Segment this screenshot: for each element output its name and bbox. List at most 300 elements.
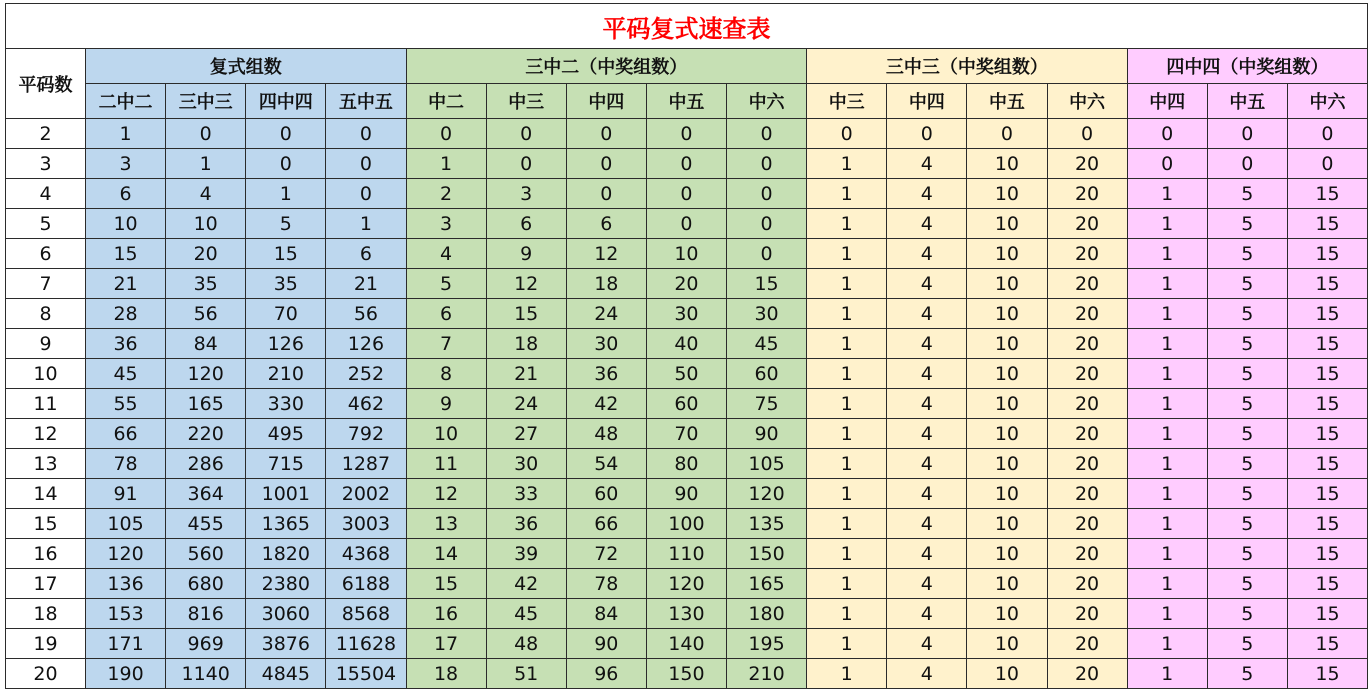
value-cell: 1 [1127, 359, 1207, 389]
value-cell: 126 [246, 329, 326, 359]
value-cell: 45 [727, 329, 807, 359]
column-header: 中五 [1207, 84, 1287, 119]
row-label-cell: 9 [6, 329, 86, 359]
value-cell: 8 [406, 359, 486, 389]
value-cell: 24 [486, 389, 566, 419]
column-header: 中六 [1047, 84, 1127, 119]
value-cell: 1 [807, 239, 887, 269]
value-cell: 0 [807, 119, 887, 149]
value-cell: 15 [1287, 509, 1367, 539]
value-cell: 16 [406, 599, 486, 629]
value-cell: 10 [967, 209, 1047, 239]
value-cell: 100 [646, 509, 726, 539]
table-row [6, 389, 1368, 419]
value-cell: 10 [967, 509, 1047, 539]
value-cell: 5 [1207, 509, 1287, 539]
value-cell: 20 [1047, 419, 1127, 449]
value-cell: 10 [406, 419, 486, 449]
table-row [6, 479, 1368, 509]
value-cell: 1001 [246, 479, 326, 509]
column-header: 中五 [646, 84, 726, 119]
value-cell: 15 [406, 569, 486, 599]
row-label-cell: 4 [6, 179, 86, 209]
value-cell: 20 [1047, 149, 1127, 179]
row-label-cell: 10 [6, 359, 86, 389]
value-cell: 66 [566, 509, 646, 539]
value-cell: 6 [486, 209, 566, 239]
value-cell: 56 [326, 299, 406, 329]
value-cell: 0 [727, 179, 807, 209]
row-label-cell: 14 [6, 479, 86, 509]
value-cell: 816 [166, 599, 246, 629]
value-cell: 15 [486, 299, 566, 329]
value-cell: 15 [1287, 479, 1367, 509]
value-cell: 0 [166, 119, 246, 149]
value-cell: 5 [1207, 479, 1287, 509]
value-cell: 10 [967, 659, 1047, 689]
column-header: 中五 [967, 84, 1047, 119]
value-cell: 1820 [246, 539, 326, 569]
value-cell: 36 [86, 329, 166, 359]
value-cell: 286 [166, 449, 246, 479]
value-cell: 15 [1287, 329, 1367, 359]
value-cell: 4 [887, 479, 967, 509]
value-cell: 0 [1127, 149, 1207, 179]
value-cell: 48 [566, 419, 646, 449]
value-cell: 10 [967, 149, 1047, 179]
value-cell: 165 [166, 389, 246, 419]
value-cell: 1 [807, 389, 887, 419]
value-cell: 80 [646, 449, 726, 479]
value-cell: 0 [727, 119, 807, 149]
value-cell: 4 [887, 389, 967, 419]
value-cell: 1 [807, 629, 887, 659]
value-cell: 10 [967, 449, 1047, 479]
value-cell: 495 [246, 419, 326, 449]
value-cell: 1 [807, 329, 887, 359]
value-cell: 30 [646, 299, 726, 329]
value-cell: 0 [326, 119, 406, 149]
value-cell: 0 [727, 149, 807, 179]
value-cell: 1 [807, 269, 887, 299]
value-cell: 7 [406, 329, 486, 359]
value-cell: 1 [1127, 509, 1207, 539]
value-cell: 5 [1207, 179, 1287, 209]
column-header: 中二 [406, 84, 486, 119]
value-cell: 5 [1207, 629, 1287, 659]
value-cell: 78 [86, 449, 166, 479]
value-cell: 18 [566, 269, 646, 299]
value-cell: 0 [727, 239, 807, 269]
value-cell: 135 [727, 509, 807, 539]
value-cell: 9 [406, 389, 486, 419]
value-cell: 5 [1207, 419, 1287, 449]
value-cell: 1 [406, 149, 486, 179]
table-row [6, 149, 1368, 179]
value-cell: 1 [1127, 209, 1207, 239]
value-cell: 6 [566, 209, 646, 239]
value-cell: 1 [807, 659, 887, 689]
table-row [6, 419, 1368, 449]
value-cell: 60 [646, 389, 726, 419]
value-cell: 4 [887, 569, 967, 599]
value-cell: 15 [1287, 629, 1367, 659]
value-cell: 5 [1207, 329, 1287, 359]
value-cell: 5 [406, 269, 486, 299]
value-cell: 4845 [246, 659, 326, 689]
value-cell: 3003 [326, 509, 406, 539]
group-header: 三中三（中奖组数） [807, 49, 1128, 84]
table-row [6, 329, 1368, 359]
value-cell: 15 [1287, 299, 1367, 329]
column-header: 三中三 [166, 84, 246, 119]
value-cell: 56 [166, 299, 246, 329]
value-cell: 715 [246, 449, 326, 479]
value-cell: 33 [486, 479, 566, 509]
value-cell: 84 [566, 599, 646, 629]
value-cell: 190 [86, 659, 166, 689]
table-row [6, 569, 1368, 599]
value-cell: 10 [166, 209, 246, 239]
value-cell: 1 [1127, 539, 1207, 569]
value-cell: 110 [646, 539, 726, 569]
value-cell: 105 [727, 449, 807, 479]
value-cell: 5 [1207, 539, 1287, 569]
value-cell: 0 [646, 179, 726, 209]
table-row [6, 539, 1368, 569]
value-cell: 15 [1287, 209, 1367, 239]
value-cell: 12 [406, 479, 486, 509]
value-cell: 20 [1047, 509, 1127, 539]
value-cell: 20 [1047, 269, 1127, 299]
value-cell: 42 [566, 389, 646, 419]
row-label-cell: 18 [6, 599, 86, 629]
value-cell: 66 [86, 419, 166, 449]
value-cell: 6 [406, 299, 486, 329]
value-cell: 680 [166, 569, 246, 599]
value-cell: 54 [566, 449, 646, 479]
value-cell: 0 [566, 119, 646, 149]
value-cell: 10 [967, 359, 1047, 389]
value-cell: 5 [1207, 659, 1287, 689]
value-cell: 20 [1047, 389, 1127, 419]
value-cell: 90 [727, 419, 807, 449]
value-cell: 35 [246, 269, 326, 299]
column-header: 四中四 [246, 84, 326, 119]
value-cell: 20 [1047, 449, 1127, 479]
value-cell: 1 [1127, 239, 1207, 269]
value-cell: 10 [967, 539, 1047, 569]
value-cell: 11628 [326, 629, 406, 659]
row-label-cell: 3 [6, 149, 86, 179]
value-cell: 18 [486, 329, 566, 359]
value-cell: 1 [1127, 449, 1207, 479]
table-row [6, 179, 1368, 209]
value-cell: 15 [246, 239, 326, 269]
value-cell: 91 [86, 479, 166, 509]
value-cell: 15 [1287, 269, 1367, 299]
value-cell: 6 [86, 179, 166, 209]
value-cell: 18 [406, 659, 486, 689]
value-cell: 3 [486, 179, 566, 209]
value-cell: 4 [887, 269, 967, 299]
value-cell: 21 [326, 269, 406, 299]
value-cell: 15 [1287, 539, 1367, 569]
value-cell: 1 [807, 509, 887, 539]
value-cell: 0 [326, 149, 406, 179]
value-cell: 6188 [326, 569, 406, 599]
value-cell: 39 [486, 539, 566, 569]
value-cell: 1 [807, 179, 887, 209]
value-cell: 55 [86, 389, 166, 419]
value-cell: 20 [1047, 629, 1127, 659]
row-label-cell: 7 [6, 269, 86, 299]
value-cell: 30 [727, 299, 807, 329]
value-cell: 70 [246, 299, 326, 329]
value-cell: 1 [807, 449, 887, 479]
value-cell: 1 [1127, 479, 1207, 509]
column-header: 中四 [1127, 84, 1207, 119]
value-cell: 15 [1287, 179, 1367, 209]
value-cell: 12 [486, 269, 566, 299]
page-title: 平码复式速查表 [6, 4, 1368, 49]
value-cell: 1 [1127, 629, 1207, 659]
row-label-cell: 17 [6, 569, 86, 599]
value-cell: 4 [887, 509, 967, 539]
value-cell: 2380 [246, 569, 326, 599]
value-cell: 90 [566, 629, 646, 659]
value-cell: 0 [1127, 119, 1207, 149]
value-cell: 10 [967, 629, 1047, 659]
column-header: 二中二 [86, 84, 166, 119]
column-header: 中三 [807, 84, 887, 119]
value-cell: 105 [86, 509, 166, 539]
value-cell: 15 [1287, 569, 1367, 599]
row-label-cell: 11 [6, 389, 86, 419]
group-header: 复式组数 [86, 49, 407, 84]
value-cell: 0 [887, 119, 967, 149]
value-cell: 4 [406, 239, 486, 269]
value-cell: 15 [1287, 419, 1367, 449]
value-cell: 1 [807, 539, 887, 569]
value-cell: 0 [486, 119, 566, 149]
value-cell: 180 [727, 599, 807, 629]
value-cell: 10 [967, 419, 1047, 449]
value-cell: 10 [646, 239, 726, 269]
value-cell: 1 [1127, 299, 1207, 329]
value-cell: 969 [166, 629, 246, 659]
value-cell: 455 [166, 509, 246, 539]
value-cell: 3 [406, 209, 486, 239]
value-cell: 36 [486, 509, 566, 539]
value-cell: 0 [646, 149, 726, 179]
value-cell: 0 [566, 149, 646, 179]
value-cell: 12 [566, 239, 646, 269]
value-cell: 1 [246, 179, 326, 209]
column-header: 中六 [1287, 84, 1367, 119]
value-cell: 21 [86, 269, 166, 299]
value-cell: 5 [1207, 449, 1287, 479]
group-header: 四中四（中奖组数） [1127, 49, 1367, 84]
column-header: 中三 [486, 84, 566, 119]
value-cell: 1 [807, 419, 887, 449]
value-cell: 30 [486, 449, 566, 479]
value-cell: 48 [486, 629, 566, 659]
value-cell: 364 [166, 479, 246, 509]
value-cell: 96 [566, 659, 646, 689]
value-cell: 20 [1047, 239, 1127, 269]
value-cell: 72 [566, 539, 646, 569]
value-cell: 5 [1207, 359, 1287, 389]
value-cell: 4 [887, 359, 967, 389]
value-cell: 210 [727, 659, 807, 689]
value-cell: 4 [887, 239, 967, 269]
value-cell: 17 [406, 629, 486, 659]
value-cell: 50 [646, 359, 726, 389]
value-cell: 21 [486, 359, 566, 389]
value-cell: 252 [326, 359, 406, 389]
value-cell: 2 [406, 179, 486, 209]
value-cell: 9 [486, 239, 566, 269]
value-cell: 220 [166, 419, 246, 449]
value-cell: 3 [86, 149, 166, 179]
value-cell: 0 [246, 119, 326, 149]
value-cell: 5 [1207, 599, 1287, 629]
value-cell: 24 [566, 299, 646, 329]
value-cell: 0 [646, 119, 726, 149]
value-cell: 1 [1127, 329, 1207, 359]
value-cell: 5 [1207, 299, 1287, 329]
value-cell: 0 [1287, 119, 1367, 149]
column-header: 中四 [887, 84, 967, 119]
column-header: 中四 [566, 84, 646, 119]
value-cell: 10 [967, 479, 1047, 509]
value-cell: 3876 [246, 629, 326, 659]
value-cell: 10 [967, 239, 1047, 269]
value-cell: 120 [727, 479, 807, 509]
value-cell: 4 [166, 179, 246, 209]
value-cell: 6 [326, 239, 406, 269]
value-cell: 28 [86, 299, 166, 329]
table-row [6, 119, 1368, 149]
value-cell: 0 [1287, 149, 1367, 179]
value-cell: 10 [967, 179, 1047, 209]
value-cell: 4 [887, 299, 967, 329]
row-label-cell: 20 [6, 659, 86, 689]
value-cell: 15504 [326, 659, 406, 689]
value-cell: 150 [727, 539, 807, 569]
value-cell: 75 [727, 389, 807, 419]
value-cell: 20 [1047, 359, 1127, 389]
row-label-cell: 13 [6, 449, 86, 479]
value-cell: 195 [727, 629, 807, 659]
value-cell: 0 [1207, 119, 1287, 149]
value-cell: 0 [406, 119, 486, 149]
row-label-cell: 15 [6, 509, 86, 539]
value-cell: 130 [646, 599, 726, 629]
value-cell: 1 [1127, 179, 1207, 209]
value-cell: 90 [646, 479, 726, 509]
value-cell: 45 [486, 599, 566, 629]
table-row [6, 269, 1368, 299]
value-cell: 5 [1207, 569, 1287, 599]
value-cell: 20 [1047, 479, 1127, 509]
table-row [6, 599, 1368, 629]
value-cell: 10 [86, 209, 166, 239]
value-cell: 0 [967, 119, 1047, 149]
value-cell: 70 [646, 419, 726, 449]
value-cell: 4 [887, 539, 967, 569]
value-cell: 0 [246, 149, 326, 179]
value-cell: 120 [646, 569, 726, 599]
table-row [6, 209, 1368, 239]
value-cell: 4 [887, 149, 967, 179]
table-row [6, 239, 1368, 269]
value-cell: 1 [807, 569, 887, 599]
value-cell: 140 [646, 629, 726, 659]
value-cell: 120 [86, 539, 166, 569]
value-cell: 560 [166, 539, 246, 569]
value-cell: 8568 [326, 599, 406, 629]
value-cell: 10 [967, 299, 1047, 329]
value-cell: 84 [166, 329, 246, 359]
value-cell: 10 [967, 389, 1047, 419]
value-cell: 36 [566, 359, 646, 389]
table-row [6, 299, 1368, 329]
value-cell: 15 [727, 269, 807, 299]
value-cell: 14 [406, 539, 486, 569]
value-cell: 20 [1047, 539, 1127, 569]
row-label-cell: 2 [6, 119, 86, 149]
value-cell: 4 [887, 179, 967, 209]
value-cell: 1 [326, 209, 406, 239]
value-cell: 126 [326, 329, 406, 359]
value-cell: 1 [807, 149, 887, 179]
value-cell: 20 [646, 269, 726, 299]
value-cell: 792 [326, 419, 406, 449]
table-row [6, 509, 1368, 539]
column-header: 中六 [727, 84, 807, 119]
value-cell: 1 [807, 479, 887, 509]
value-cell: 0 [727, 209, 807, 239]
value-cell: 60 [727, 359, 807, 389]
value-cell: 0 [486, 149, 566, 179]
value-cell: 20 [1047, 299, 1127, 329]
value-cell: 3060 [246, 599, 326, 629]
value-cell: 5 [246, 209, 326, 239]
value-cell: 1140 [166, 659, 246, 689]
value-cell: 1 [1127, 269, 1207, 299]
value-cell: 5 [1207, 269, 1287, 299]
value-cell: 10 [967, 269, 1047, 299]
value-cell: 165 [727, 569, 807, 599]
value-cell: 10 [967, 569, 1047, 599]
value-cell: 330 [246, 389, 326, 419]
value-cell: 1 [807, 299, 887, 329]
table-row [6, 629, 1368, 659]
value-cell: 4 [887, 599, 967, 629]
value-cell: 40 [646, 329, 726, 359]
value-cell: 462 [326, 389, 406, 419]
value-cell: 0 [326, 179, 406, 209]
value-cell: 5 [1207, 389, 1287, 419]
value-cell: 78 [566, 569, 646, 599]
value-cell: 210 [246, 359, 326, 389]
value-cell: 4 [887, 659, 967, 689]
value-cell: 20 [1047, 209, 1127, 239]
value-cell: 5 [1207, 239, 1287, 269]
value-cell: 120 [166, 359, 246, 389]
